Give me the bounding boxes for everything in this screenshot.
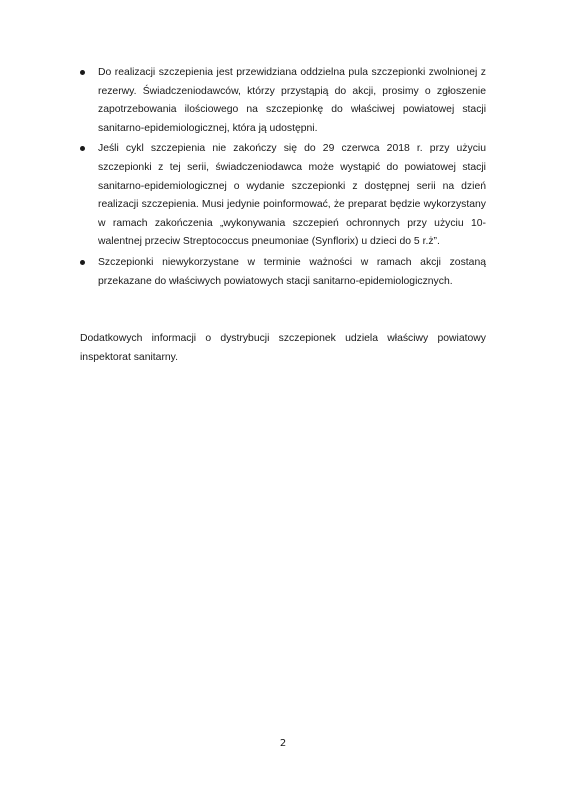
page-number: 2 — [279, 738, 287, 749]
bullet-icon — [80, 260, 85, 265]
bullet-item — [80, 140, 486, 252]
bullet-icon — [80, 70, 85, 75]
bullet-text: Jeśli cykl szczepienia nie zakończy się do 29 czerwca 2018 r. przy użyciu szczepionki z tej serii, świadczeniodawca może wystąpić do powiatowej stacji sanitarno-epidemiologicznej o wydanie szczepionki z dostępnej serii na dzień realizacji szczepienia. Musi jedynie poinformować, że preparat będzie wykorzystany w ramach zakończenia „wykonywania szczepień ochronnych przy użyciu 10-walentnej przeciw Streptococcus pneumoniae (Synflorix) u dzieci do 5 r.ż”. — [98, 143, 486, 248]
bullet-item — [80, 64, 486, 138]
closing-paragraph: Dodatkowych informacji o dystrybucji szczepionek udziela właściwy powiatowy inspektorat sanitarny. — [80, 333, 486, 363]
bullet-icon — [80, 146, 85, 151]
bullet-text: Szczepionki niewykorzystane w terminie ważności w ramach akcji zostaną przekazane do właściwych powiatowych stacji sanitarno-epidemiologicznych. — [98, 256, 486, 287]
bullet-list — [80, 64, 486, 293]
bullet-text: Do realizacji szczepienia jest przewidziana oddzielna pula szczepionki zwolnionej z rezerwy. Świadczeniodawców, którzy przystąpią do akcji, prosimy o zgłoszenie zapotrzebowania ilościowego na szczepionkę do właściwej powiatowej stacji sanitarno-epidemiologicznej, która ją udostępni. — [98, 67, 486, 134]
bullet-item — [80, 254, 486, 291]
